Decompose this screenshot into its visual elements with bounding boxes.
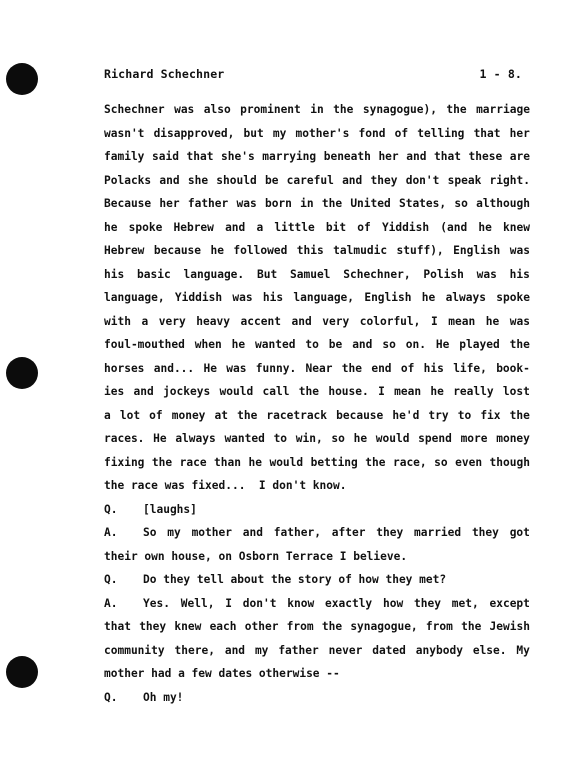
- word: synagogue,: [350, 620, 418, 633]
- word: wasn't: [104, 126, 145, 140]
- word: money: [171, 408, 206, 422]
- word: win,: [295, 432, 323, 445]
- transcript-line: [104, 122, 530, 146]
- word: the: [321, 620, 343, 633]
- exchange-answer-line: [104, 615, 530, 639]
- exchange-answer-line: [104, 639, 530, 663]
- transcript-line: [104, 357, 530, 381]
- word: always: [445, 291, 486, 304]
- word: mean: [394, 385, 422, 398]
- word: she's: [221, 150, 255, 163]
- word: he: [421, 291, 436, 304]
- word: in: [300, 197, 314, 210]
- word: my: [167, 526, 181, 539]
- word: to: [457, 408, 472, 422]
- word: Yiddish: [174, 291, 223, 304]
- word: and: [352, 338, 373, 351]
- word: are: [509, 150, 530, 163]
- word: he: [485, 314, 500, 328]
- word: because: [336, 408, 384, 422]
- word: Schechner: [104, 103, 165, 116]
- word: the: [461, 620, 482, 633]
- word: marriage: [476, 103, 530, 116]
- word: so: [454, 197, 468, 210]
- word: language,: [293, 291, 355, 304]
- speech-text: [laughs]: [143, 502, 197, 516]
- word: anybody: [415, 643, 463, 657]
- word: they: [471, 526, 499, 539]
- word: Schechner,: [343, 267, 411, 281]
- word: was: [232, 291, 253, 304]
- word: from: [425, 620, 453, 633]
- word: English: [364, 291, 412, 304]
- word: married: [413, 526, 462, 539]
- word: and: [225, 220, 246, 234]
- word: little: [274, 220, 315, 234]
- word: they: [139, 620, 167, 633]
- word: of: [394, 126, 409, 140]
- word: spoke: [128, 220, 163, 234]
- word: knew: [503, 220, 530, 234]
- word: a: [141, 314, 149, 328]
- word: never: [328, 643, 363, 657]
- word: race: [179, 455, 207, 469]
- word: of: [149, 408, 163, 422]
- word: be: [328, 338, 343, 351]
- word: after: [331, 526, 366, 539]
- word: and...: [153, 361, 195, 375]
- word: wanted: [224, 432, 265, 445]
- word: he'd: [392, 408, 420, 422]
- word: beneath: [323, 150, 371, 163]
- word: fond: [358, 126, 386, 140]
- word: a: [104, 408, 111, 422]
- word: States,: [398, 197, 447, 210]
- word: I: [378, 385, 385, 398]
- word: mean: [448, 314, 476, 328]
- word: Polish: [423, 267, 464, 281]
- word: else.: [472, 643, 507, 657]
- word: family: [104, 150, 145, 163]
- word: ies: [104, 385, 125, 398]
- word: don't: [405, 173, 440, 187]
- word: her: [509, 126, 530, 140]
- word: when: [194, 338, 222, 351]
- word: born: [264, 197, 292, 210]
- word: language.: [183, 267, 245, 281]
- word: the: [237, 408, 258, 422]
- word: United: [350, 197, 391, 210]
- word: a: [256, 220, 264, 234]
- word: Hebrew: [173, 220, 214, 234]
- word: also: [203, 103, 231, 116]
- word: would: [219, 385, 254, 398]
- word: to: [305, 338, 319, 351]
- word: don't: [242, 596, 277, 610]
- word: from: [286, 620, 314, 633]
- word: that: [104, 620, 131, 633]
- binder-hole-bottom: [6, 656, 38, 688]
- speaker-label: Q.: [104, 502, 118, 516]
- word: more: [460, 432, 488, 445]
- transcript-line: [104, 239, 530, 263]
- transcript-line: [104, 451, 530, 475]
- word: (and: [440, 220, 468, 234]
- speaker-label: Q.: [104, 690, 118, 704]
- word: book-: [496, 361, 530, 375]
- word: that: [473, 126, 501, 140]
- speaker-label: Q.: [104, 573, 118, 586]
- word: father: [187, 197, 229, 210]
- word: the: [341, 361, 363, 375]
- word: in: [310, 103, 324, 116]
- word: and: [224, 643, 246, 657]
- word: this: [296, 244, 324, 257]
- word: he: [248, 455, 262, 469]
- speech-text: Do they tell about the story of how they met?: [143, 573, 447, 586]
- word: dated: [372, 643, 406, 657]
- transcript-line: [104, 169, 530, 193]
- transcript-line: [104, 380, 530, 404]
- word: he: [478, 220, 492, 234]
- binder-hole-top: [6, 63, 38, 95]
- word: stuff),: [396, 244, 444, 257]
- word: would: [269, 455, 304, 469]
- word: wanted: [255, 338, 296, 351]
- word: was: [226, 361, 247, 375]
- word: Yiddish: [381, 220, 430, 234]
- exchange-answer-line: [104, 592, 530, 616]
- word: Polacks: [104, 173, 152, 187]
- exchange-answer-line: mother had a few dates otherwise --: [104, 667, 340, 680]
- word: call: [262, 385, 290, 398]
- word: heavy: [196, 314, 230, 328]
- word: and: [159, 173, 180, 187]
- word: races.: [104, 432, 145, 445]
- exchange-answer-line: their own house, on Osborn Terrace I believe.: [104, 549, 408, 563]
- word: than: [214, 455, 241, 469]
- word: My: [516, 643, 530, 657]
- word: basic: [137, 267, 171, 281]
- word: Jewish: [489, 620, 530, 633]
- word: spoke: [496, 291, 530, 304]
- word: jockeys: [163, 385, 211, 398]
- word: of: [400, 361, 415, 375]
- word: they: [376, 526, 404, 539]
- word: my: [254, 643, 269, 657]
- word: But: [256, 267, 278, 281]
- word: would: [375, 432, 410, 445]
- word: that: [186, 150, 214, 163]
- word: and: [242, 526, 263, 539]
- word: with: [104, 314, 131, 328]
- word: Near: [305, 361, 333, 375]
- word: careful: [286, 173, 334, 187]
- word: end: [371, 361, 392, 375]
- transcript-line: [104, 333, 530, 357]
- word: his: [104, 267, 125, 281]
- word: even: [455, 455, 483, 469]
- word: how: [382, 596, 404, 610]
- word: the: [509, 408, 530, 422]
- word: betting: [310, 455, 358, 469]
- transcript-line: [104, 286, 530, 310]
- word: race,: [392, 455, 427, 469]
- word: spend: [418, 432, 452, 445]
- word: there,: [174, 643, 215, 657]
- word: very: [158, 314, 186, 328]
- word: to: [273, 432, 288, 445]
- word: fix: [480, 408, 501, 422]
- word: and: [406, 150, 427, 163]
- transcript-line: the race was fixed... I don't know.: [104, 479, 347, 492]
- word: he: [430, 385, 444, 398]
- speech-text: [143, 521, 530, 545]
- word: marrying: [262, 150, 317, 163]
- word: I: [430, 314, 438, 328]
- word: prominent: [240, 103, 301, 116]
- exchange-question: [104, 686, 530, 710]
- word: his: [262, 291, 284, 304]
- word: they: [413, 596, 441, 610]
- word: he: [210, 244, 224, 257]
- word: they: [370, 173, 398, 187]
- word: the: [321, 197, 343, 210]
- word: be: [264, 173, 279, 187]
- word: money: [496, 432, 530, 445]
- word: was: [509, 244, 530, 257]
- word: was: [476, 267, 497, 281]
- word: she: [187, 173, 209, 187]
- word: accent: [240, 314, 281, 328]
- word: always: [175, 432, 216, 445]
- exchange-answer-line: [104, 521, 530, 545]
- word: other: [244, 620, 279, 633]
- interviewee-name: Richard Schechner: [104, 67, 225, 81]
- word: father,: [273, 526, 321, 539]
- word: said: [151, 150, 179, 163]
- word: know: [287, 596, 315, 610]
- word: played: [459, 338, 500, 351]
- word: but: [243, 126, 264, 140]
- word: her: [378, 150, 399, 163]
- speech-text: Oh my!: [143, 690, 184, 704]
- word: Well,: [180, 596, 215, 610]
- word: was: [509, 314, 530, 328]
- transcript-line: [104, 427, 530, 451]
- word: So: [143, 526, 157, 539]
- word: life,: [453, 361, 487, 375]
- word: got: [509, 526, 530, 539]
- exchange-question: [104, 568, 530, 592]
- word: telling: [417, 126, 465, 140]
- transcript-line: [104, 192, 530, 216]
- speaker-label: A.: [104, 596, 118, 610]
- word: her: [159, 197, 180, 210]
- word: these: [468, 150, 503, 163]
- word: though: [489, 455, 530, 469]
- transcript-line: [104, 98, 530, 122]
- word: the: [509, 338, 530, 351]
- word: so: [382, 338, 396, 351]
- word: funny.: [255, 361, 297, 375]
- word: he: [104, 220, 118, 234]
- word: the: [333, 103, 354, 116]
- word: house.: [328, 385, 369, 398]
- word: synagogue),: [362, 103, 437, 116]
- word: Yes.: [143, 596, 170, 610]
- word: He: [435, 338, 450, 351]
- word: my: [272, 126, 287, 140]
- word: fixing: [104, 455, 145, 469]
- page-number: 1 - 8.: [479, 67, 522, 81]
- speech-text: [143, 592, 530, 616]
- word: that: [434, 150, 461, 163]
- word: except: [489, 596, 530, 610]
- word: community: [104, 643, 165, 657]
- word: met,: [451, 596, 479, 610]
- word: was: [236, 197, 257, 210]
- word: really: [453, 385, 494, 398]
- word: his: [423, 361, 444, 375]
- word: Because: [104, 197, 152, 210]
- word: right.: [489, 173, 530, 187]
- binder-hole-middle: [6, 357, 38, 389]
- word: he: [353, 432, 368, 445]
- word: each: [209, 620, 237, 633]
- word: language,: [104, 291, 165, 304]
- page-header: [104, 67, 522, 81]
- word: colorful,: [359, 314, 421, 328]
- word: horses: [104, 361, 145, 375]
- word: English: [453, 244, 501, 257]
- word: the: [365, 455, 386, 469]
- word: on.: [405, 338, 426, 351]
- word: Hebrew: [104, 244, 145, 257]
- word: of: [357, 220, 371, 234]
- word: although: [476, 197, 530, 210]
- word: lot: [119, 408, 141, 422]
- word: because: [153, 244, 202, 257]
- word: mother's: [295, 126, 350, 140]
- word: bit: [325, 220, 347, 234]
- word: at: [214, 408, 228, 422]
- word: followed: [233, 244, 288, 257]
- speaker-label: A.: [104, 526, 118, 539]
- word: try: [428, 408, 449, 422]
- word: and: [133, 385, 154, 398]
- transcript-line: [104, 263, 530, 287]
- word: He: [203, 361, 217, 375]
- word: He: [153, 432, 167, 445]
- word: so: [434, 455, 448, 469]
- word: mother: [191, 526, 232, 539]
- word: his: [509, 267, 530, 281]
- word: he: [231, 338, 246, 351]
- word: father: [278, 643, 319, 657]
- word: Samuel: [290, 267, 331, 281]
- transcript-body: [104, 98, 530, 709]
- exchange-question: [104, 498, 530, 522]
- word: lost: [502, 385, 530, 398]
- word: knew: [174, 620, 202, 633]
- transcript-line: [104, 310, 530, 334]
- transcript-line: [104, 404, 530, 428]
- word: talmudic: [333, 244, 388, 257]
- transcript-line: [104, 145, 530, 169]
- word: the: [151, 455, 173, 469]
- word: was: [174, 103, 195, 116]
- word: disapproved,: [153, 126, 235, 140]
- word: so: [331, 432, 345, 445]
- word: very: [322, 314, 350, 328]
- word: I: [225, 596, 232, 610]
- word: and: [342, 173, 363, 187]
- word: and: [291, 314, 312, 328]
- word: the: [446, 103, 467, 116]
- transcript-line: [104, 216, 530, 240]
- word: exactly: [325, 596, 373, 610]
- word: should: [216, 173, 257, 187]
- word: racetrack: [266, 408, 328, 422]
- word: the: [298, 385, 320, 398]
- word: speak: [447, 173, 482, 187]
- word: foul-mouthed: [104, 338, 185, 351]
